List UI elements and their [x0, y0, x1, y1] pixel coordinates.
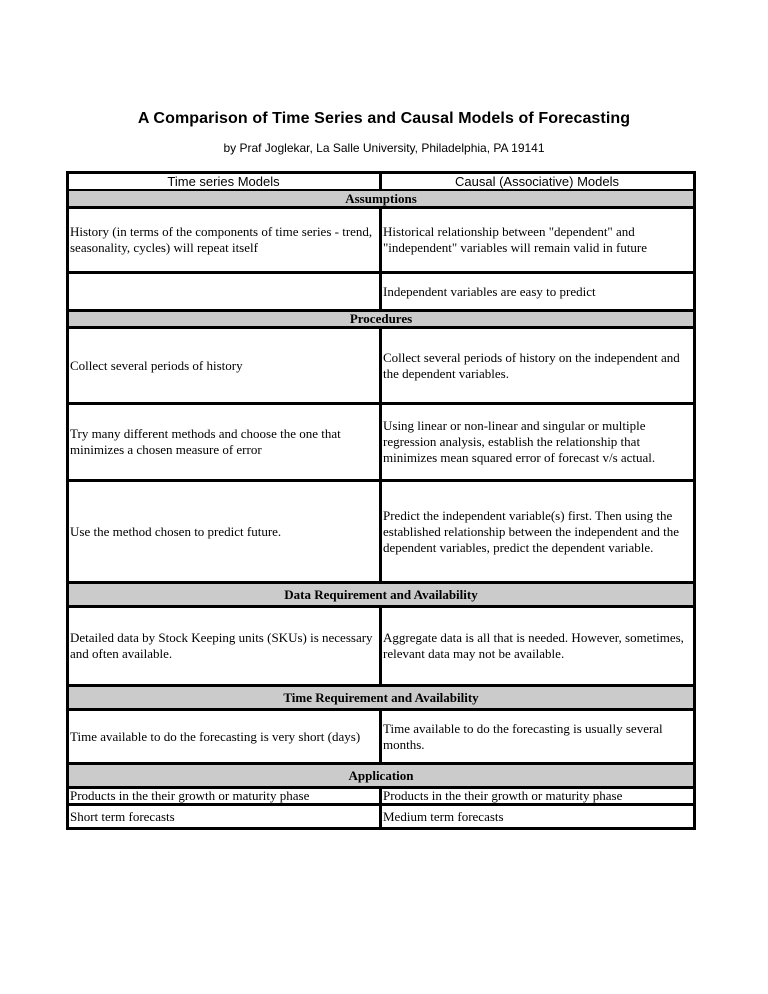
page-title: A Comparison of Time Series and Causal Models of Forecasting — [137, 110, 631, 127]
section-heading: Procedures — [69, 312, 693, 326]
author-byline: by Praf Joglekar, La Salle University, Philadelphia, PA 19141 — [223, 141, 545, 155]
section-assumptions — [69, 189, 693, 206]
time-series-cell: Short term forecasts — [69, 806, 382, 827]
table-row — [69, 326, 693, 402]
table-row — [69, 708, 693, 762]
time-series-cell — [69, 274, 382, 309]
time-series-cell: Detailed data by Stock Keeping units (SKUs) is necessary and often available. — [69, 608, 382, 684]
section-time — [69, 684, 693, 708]
section-data — [69, 581, 693, 605]
section-heading: Assumptions — [69, 191, 693, 206]
section-procedures — [69, 309, 693, 326]
section-application — [69, 762, 693, 786]
time-series-cell: Collect several periods of history — [69, 329, 382, 402]
time-series-cell: Try many different methods and choose the one that minimizes a chosen measure of error — [69, 405, 382, 479]
section-heading: Application — [69, 765, 693, 786]
section-heading: Data Requirement and Availability — [69, 584, 693, 605]
section-heading: Time Requirement and Availability — [69, 687, 693, 708]
time-series-cell: Products in the their growth or maturity phase — [69, 789, 382, 803]
table-row — [69, 206, 693, 271]
time-series-cell: Use the method chosen to predict future. — [69, 482, 382, 581]
causal-cell: Aggregate data is all that is needed. However, sometimes, relevant data may not be available. — [383, 630, 684, 661]
column-header-row — [69, 174, 693, 189]
table-row — [69, 402, 693, 479]
table-row — [69, 605, 693, 684]
causal-cell: Products in the their growth or maturity phase — [383, 788, 623, 803]
causal-cell: Medium term forecasts — [383, 808, 504, 824]
time-series-cell: History (in terms of the components of time series - trend, seasonality, cycles) will repeat itself — [69, 209, 382, 271]
causal-cell: Independent variables are easy to predict — [383, 283, 596, 299]
comparison-table — [66, 171, 696, 830]
time-series-cell: Time available to do the forecasting is very short (days) — [69, 711, 382, 762]
column-header-time-series: Time series Models — [69, 174, 382, 189]
causal-cell: Historical relationship between "dependent" and "independent" variables will remain valid in future — [383, 224, 648, 255]
causal-cell: Time available to do the forecasting is usually several months. — [383, 720, 663, 752]
table-row — [69, 803, 693, 827]
causal-cell: Collect several periods of history on the independent and the dependent variables. — [383, 349, 680, 381]
table-row — [69, 271, 693, 309]
table-row — [69, 479, 693, 581]
table-row — [69, 786, 693, 803]
column-header-causal: Causal (Associative) Models — [454, 174, 619, 189]
causal-cell: Using linear or non-linear and singular or multiple regression analysis, establish the relationship that minimizes mean squared error of forecast v/s actual. — [383, 418, 656, 465]
causal-cell: Predict the independent variable(s) first. Then using the established relationship between the independent and the dependent variables, predict the dependent variable. — [383, 507, 680, 555]
